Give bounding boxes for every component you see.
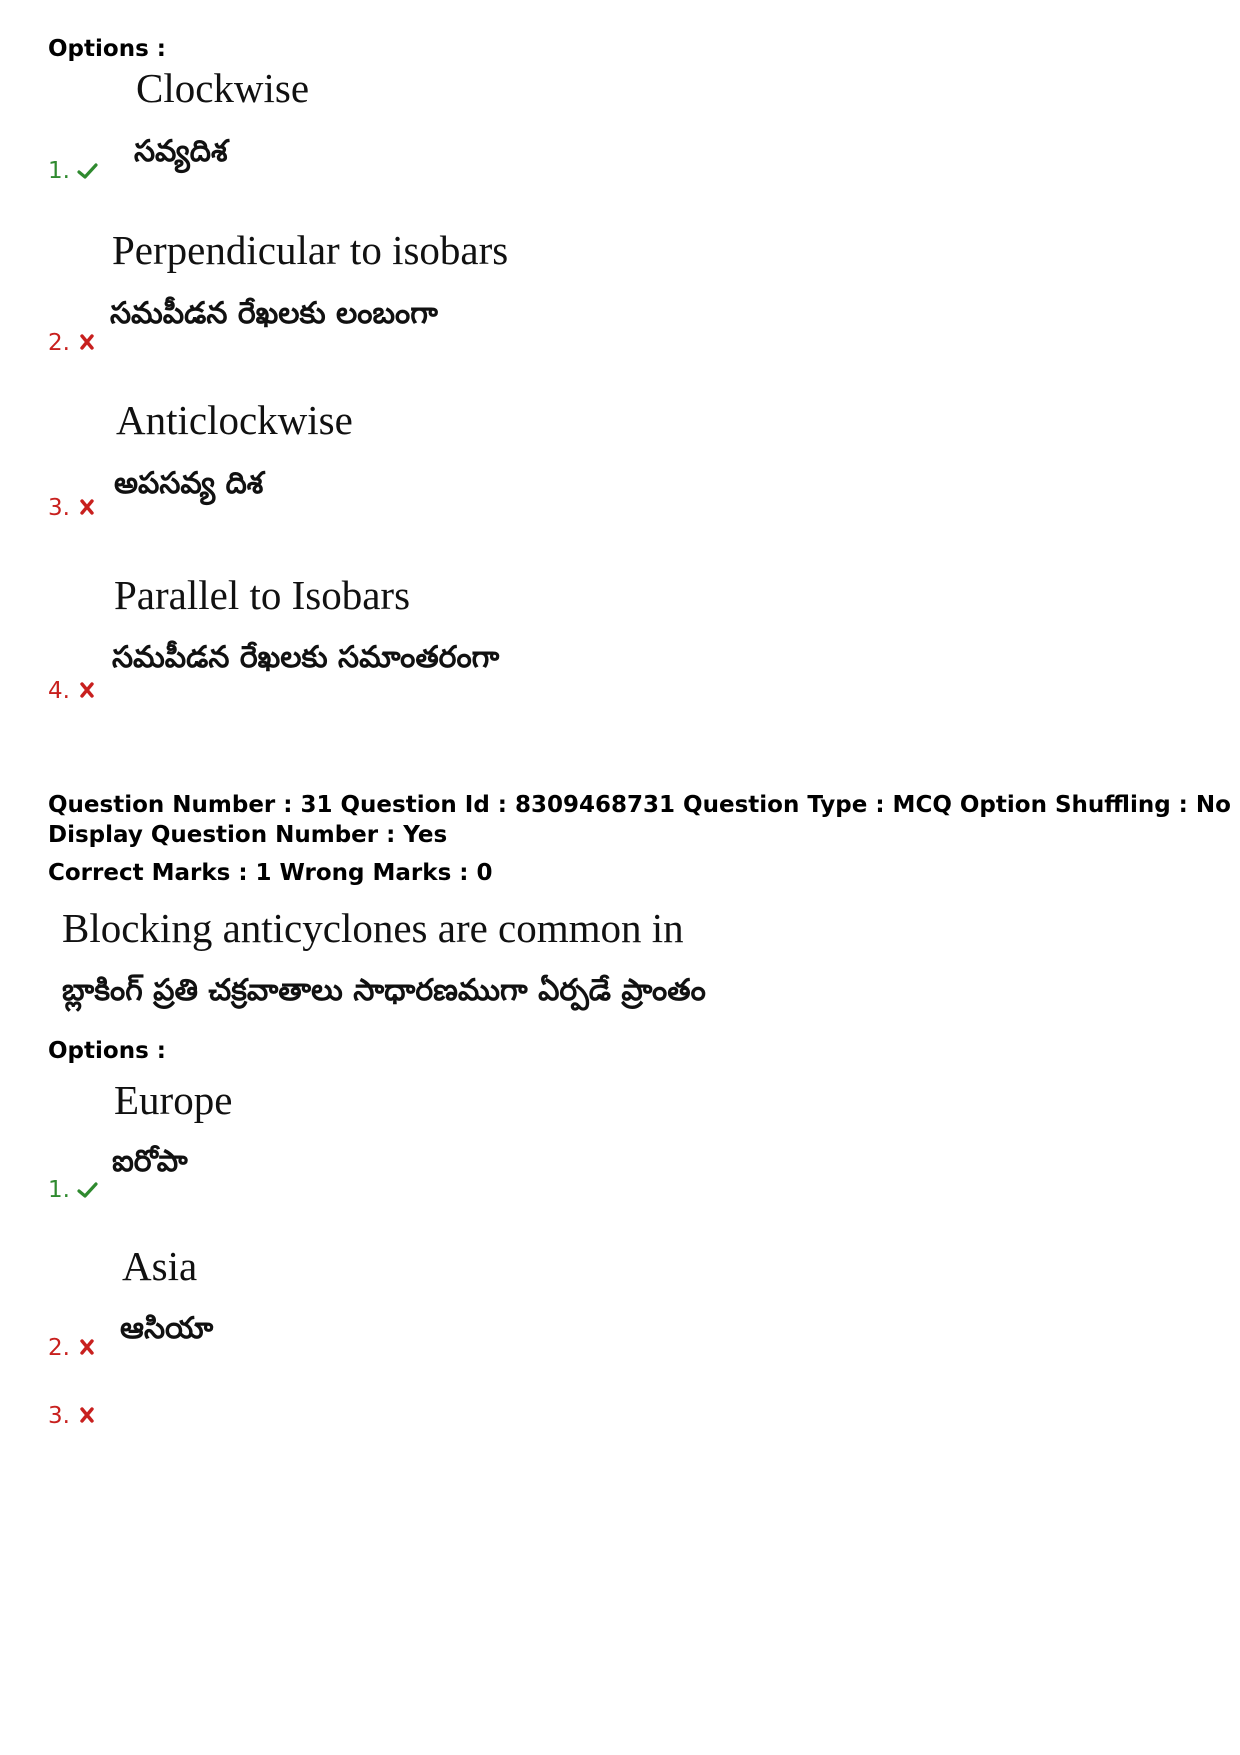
- option-3-english: Anticlockwise: [116, 397, 353, 443]
- check-icon: [76, 160, 98, 182]
- option-number-label: 4.: [48, 678, 70, 704]
- question-text-telugu: బ్లాకింగ్ ప్రతి చక్రవాతాలు సాధారణముగా ఏర్పడే ప్రాంతం: [62, 973, 706, 1008]
- options-heading: Options :: [48, 1038, 166, 1064]
- option-4-telugu: సమపీడన రేఖలకు సమాంతరంగా: [112, 640, 500, 675]
- check-icon: [76, 1179, 98, 1201]
- q31-option-2-english: Asia: [122, 1243, 198, 1289]
- q31-option-2-number: [48, 1335, 98, 1361]
- cross-icon: [76, 332, 98, 354]
- option-1-number: [48, 158, 98, 184]
- cross-icon: [76, 497, 98, 519]
- option-number-label: 1.: [48, 1177, 70, 1203]
- option-3-telugu: అపసవ్య దిశ: [114, 466, 264, 501]
- option-1-telugu: సవ్యదిశ: [134, 134, 228, 169]
- option-number-label: 1.: [48, 158, 70, 184]
- option-2-english: Perpendicular to isobars: [112, 227, 509, 273]
- q31-option-1-english: Europe: [114, 1077, 233, 1123]
- option-number-label: 2.: [48, 330, 70, 356]
- question-meta-line-2: Display Question Number : Yes: [48, 822, 448, 848]
- option-1-english: Clockwise: [136, 65, 310, 111]
- option-4-english: Parallel to Isobars: [114, 572, 411, 618]
- option-2-telugu: సమపీడన రేఖలకు లంబంగా: [110, 296, 438, 331]
- option-number-label: 3.: [48, 495, 70, 521]
- option-3-number: [48, 495, 98, 521]
- option-number-label: 2.: [48, 1335, 70, 1361]
- option-number-label: 3.: [48, 1403, 70, 1429]
- q31-option-3-number: [48, 1403, 98, 1429]
- cross-icon: [76, 1337, 98, 1359]
- option-2-number: [48, 330, 98, 356]
- q31-option-1-number: [48, 1177, 98, 1203]
- q31-option-1-telugu: ఐరోపా: [112, 1144, 188, 1179]
- cross-icon: [76, 680, 98, 702]
- option-4-number: [48, 678, 98, 704]
- options-heading: Options :: [48, 36, 166, 62]
- cross-icon: [76, 1405, 98, 1427]
- question-meta-line-3: Correct Marks : 1 Wrong Marks : 0: [48, 860, 493, 886]
- question-meta-line-1: Question Number : 31 Question Id : 8309468731 Question Type : MCQ Option Shuffling : No: [48, 792, 1231, 818]
- q31-option-2-telugu: ఆసియా: [120, 1311, 214, 1346]
- question-text-english: Blocking anticyclones are common in: [62, 905, 684, 951]
